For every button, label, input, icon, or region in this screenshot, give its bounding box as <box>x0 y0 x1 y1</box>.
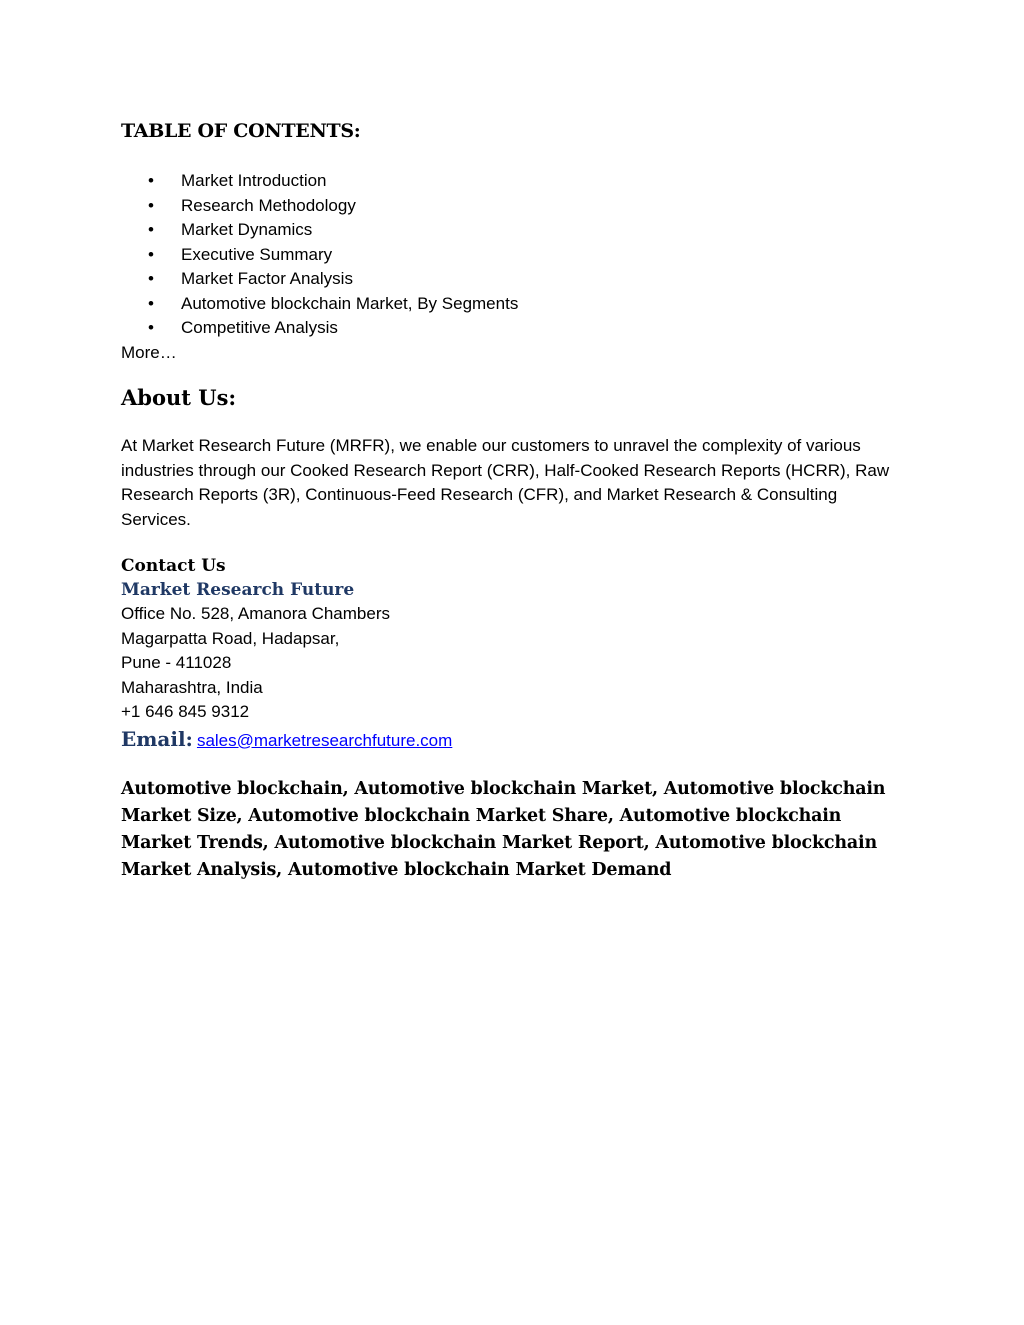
contact-heading: Contact Us <box>121 556 226 576</box>
keywords-text: Automotive blockchain, Automotive blockchain Market, Automotive blockchain Market Size, Automotive blockchain Market Share, Automotive blockchain Market Trends, Automotive blockchain Market Report, Automotive blockchain Market Analysis, Automotive blockchain Market Demand <box>121 779 886 880</box>
address-line: Maharashtra, India <box>121 677 263 697</box>
phone-number: +1 646 845 9312 <box>121 702 250 721</box>
toc-title: TABLE OF CONTENTS: <box>121 120 361 142</box>
toc-item <box>121 218 518 243</box>
toc-item-label: Competitive Analysis <box>181 318 338 337</box>
toc-item-label: Executive Summary <box>181 244 333 264</box>
bullet-icon: • <box>148 244 154 264</box>
contact-block <box>121 554 821 756</box>
toc-item-label: Market Dynamics <box>181 220 313 239</box>
toc-item <box>121 316 518 341</box>
email-link[interactable]: sales@marketresearchfuture.com <box>196 730 453 750</box>
toc-item-label: Research Methodology <box>181 195 356 215</box>
address-line: Pune - 411028 <box>121 653 232 672</box>
bullet-icon: • <box>148 318 154 337</box>
toc-list <box>121 169 518 341</box>
toc-item <box>121 169 518 194</box>
bullet-icon: • <box>148 171 154 190</box>
address-line: Magarpatta Road, Hadapsar, <box>121 628 340 648</box>
toc-item <box>121 194 518 219</box>
bullet-icon: • <box>148 293 154 313</box>
company-name: Market Research Future <box>121 580 355 600</box>
toc-item <box>121 267 518 292</box>
email-label: Email: <box>121 726 193 751</box>
address-line: Office No. 528, Amanora Chambers <box>121 604 390 623</box>
email-row <box>121 725 821 756</box>
about-text: At Market Research Future (MRFR), we enable our customers to unravel the complexity of various industries through our Cooked Research Report (CRR), Half-Cooked Research Reports (HCRR), Raw Research Reports (3R), Continuous-Feed Research (CFR), and Market Research & Consulting Services. <box>121 436 890 529</box>
bullet-icon: • <box>148 220 154 239</box>
toc-item-label: Market Factor Analysis <box>181 269 353 288</box>
toc-item-label: Automotive blockchain Market, By Segments <box>181 293 519 313</box>
toc-more: More… <box>121 343 177 362</box>
bullet-icon: • <box>148 195 154 215</box>
bullet-icon: • <box>148 269 154 288</box>
about-title: About Us: <box>121 385 237 410</box>
toc-item-label: Market Introduction <box>181 171 327 190</box>
toc-item <box>121 292 518 317</box>
toc-item <box>121 243 518 268</box>
